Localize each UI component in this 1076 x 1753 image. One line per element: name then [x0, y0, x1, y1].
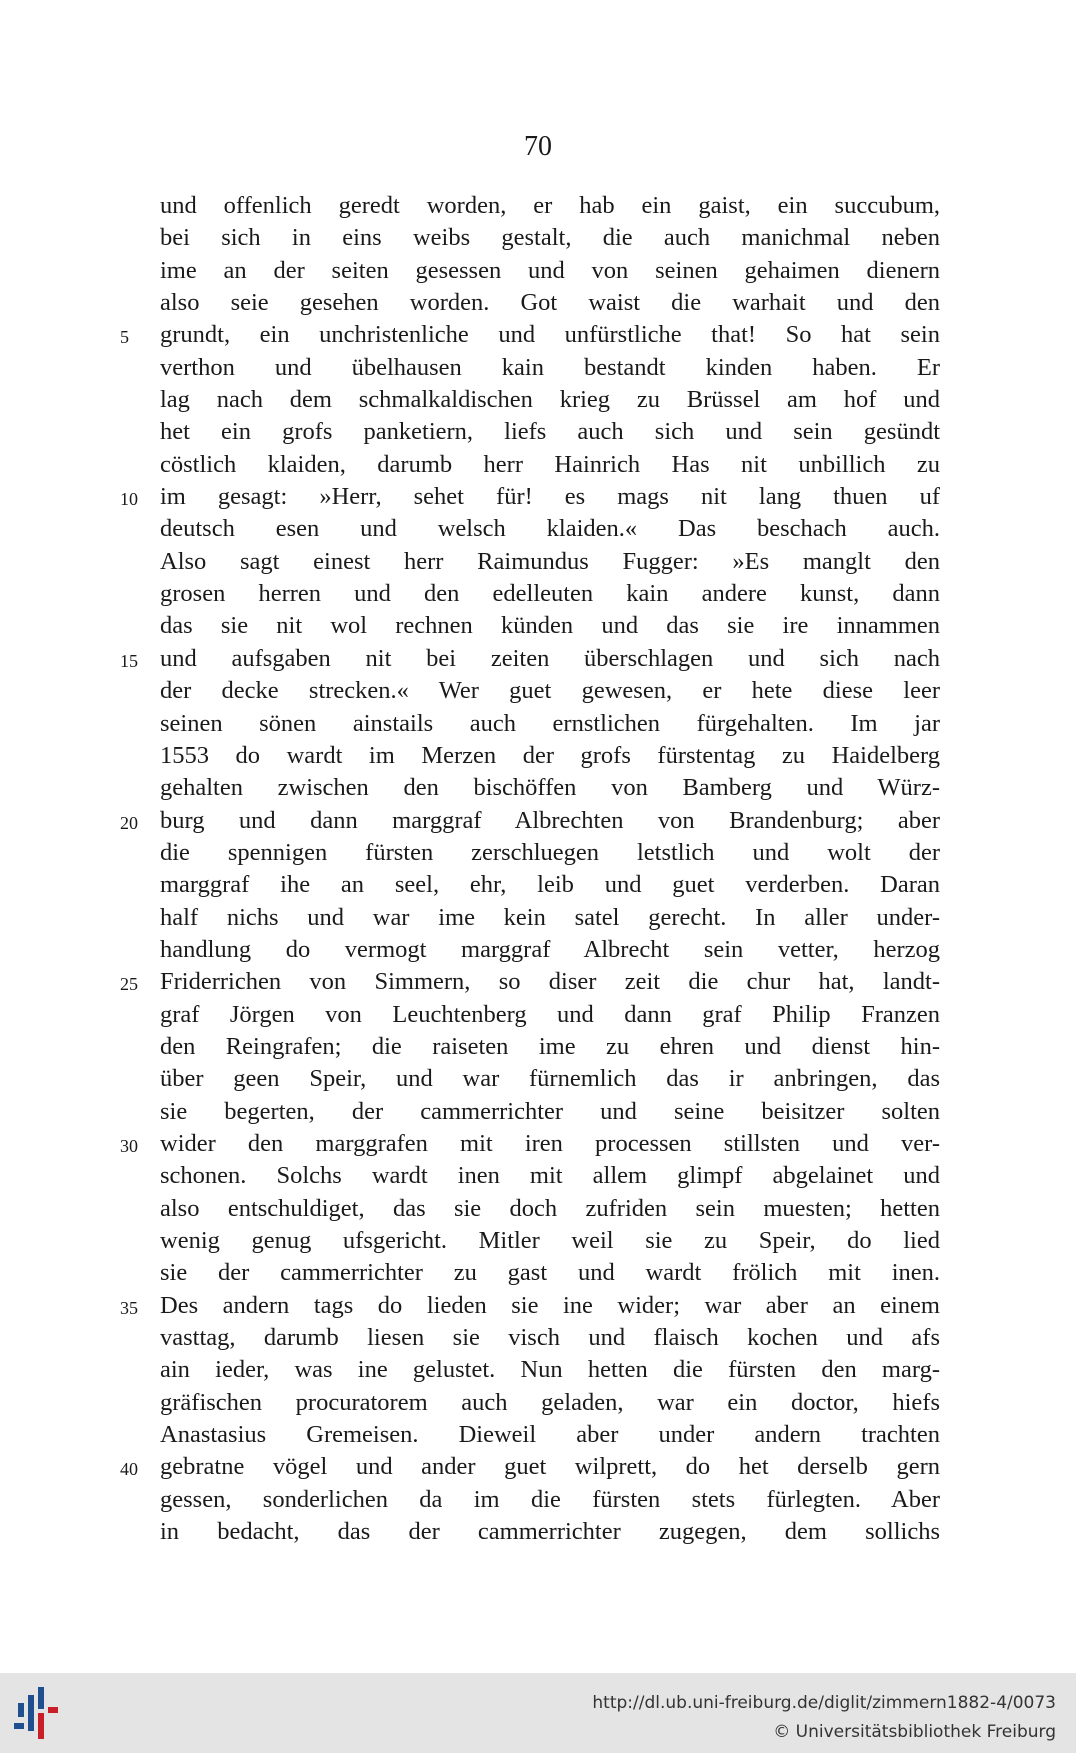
text-line	[160, 190, 940, 222]
text-line-content: lag nach dem schmalkaldischen krieg zu Brüssel am hof und	[160, 386, 940, 414]
text-line	[160, 222, 940, 254]
text-line	[160, 287, 940, 319]
text-line	[160, 1484, 940, 1516]
line-number: 20	[120, 812, 138, 833]
text-line-content: die spennigen fürsten zerschluegen letstlich und wolt der	[160, 838, 940, 866]
text-line-content: vasttag, darumb liesen sie visch und flaisch kochen und afs	[160, 1324, 940, 1352]
text-line	[160, 1160, 940, 1192]
footer-bar	[0, 1673, 1076, 1753]
text-line	[160, 837, 940, 869]
text-line	[160, 1225, 940, 1257]
text-line-content: Anastasius Gremeisen. Dieweil aber under andern trachten	[160, 1421, 940, 1449]
text-line-content: und aufsgaben nit bei zeiten überschlagen und sich nach	[160, 644, 940, 672]
text-line-content: gräfischen procuratorem auch geladen, war ein doctor, hiefs	[160, 1388, 940, 1416]
text-line-content: grosen herren und den edelleuten kain andere kunst, dann	[160, 580, 940, 608]
text-line-content: über geen Speir, und war fürnemlich das ir anbringen, das	[160, 1065, 940, 1093]
text-line-content: sie der cammerrichter zu gast und wardt frölich mit inen.	[160, 1259, 940, 1287]
text-line	[160, 934, 940, 966]
line-number: 35	[120, 1297, 138, 1318]
text-line-content: het ein grofs panketiern, liefs auch sich und sein gesündt	[160, 418, 940, 446]
text-line-content: sie begerten, der cammerrichter und seine beisitzer solten	[160, 1097, 940, 1125]
text-line	[160, 513, 940, 545]
text-line	[160, 869, 940, 901]
text-line-content: gebratne vögel und ander guet wilprett, do het derselb gern	[160, 1453, 940, 1481]
text-line-content: der decke strecken.« Wer guet gewesen, er hete diese leer	[160, 677, 940, 705]
text-line	[120, 966, 940, 998]
text-line-content: grundt, ein unchristenliche und unfürstliche that! So hat sein	[160, 321, 940, 349]
text-line-content: marggraf ihe an seel, ehr, leib und guet verderben. Daran	[160, 871, 940, 899]
text-line	[160, 546, 940, 578]
line-number: 5	[120, 327, 129, 348]
text-line-content: Des andern tags do lieden sie ine wider; war aber an einem	[160, 1291, 940, 1319]
text-line-content: ime an der seiten gesessen und von seinen gehaimen dienern	[160, 256, 940, 284]
text-line	[160, 1322, 940, 1354]
text-line	[120, 1451, 940, 1483]
text-line	[160, 740, 940, 772]
text-line-content: cöstlich klaiden, darumb herr Hainrich Has nit unbillich zu	[160, 450, 940, 478]
text-line-content: 1553 do wardt im Merzen der grofs fürstentag zu Haidelberg	[160, 741, 940, 769]
text-line-content: burg und dann marggraf Albrechten von Brandenburg; aber	[160, 806, 940, 834]
text-line-content: Friderrichen von Simmern, so diser zeit die chur hat, landt-	[160, 968, 940, 996]
text-line-content: also entschuldiget, das sie doch zufriden sein muesten; hetten	[160, 1194, 940, 1222]
text-line-content: also seie gesehen worden. Got waist die warhait und den	[160, 289, 940, 317]
text-line	[160, 1031, 940, 1063]
text-line	[120, 805, 940, 837]
text-line	[160, 999, 940, 1031]
text-line	[160, 449, 940, 481]
text-line	[160, 610, 940, 642]
text-line	[160, 1419, 940, 1451]
line-number: 30	[120, 1135, 138, 1156]
text-line	[120, 319, 940, 351]
line-number: 25	[120, 974, 138, 995]
text-line-content: gehalten zwischen den bischöffen von Bamberg und Würz-	[160, 774, 940, 802]
body-text	[120, 190, 940, 1548]
text-line-content: wider den marggrafen mit iren processen stillsten und ver-	[160, 1129, 940, 1157]
text-line	[160, 1257, 940, 1289]
text-line-content: verthon und übelhausen kain bestandt kinden haben. Er	[160, 353, 940, 381]
source-url-link[interactable]: http://dl.ub.uni-freiburg.de/diglit/zimmern1882-4/0073	[592, 1693, 1056, 1713]
text-line-content: gessen, sonderlichen da im die fürsten stets fürlegten. Aber	[160, 1485, 940, 1513]
library-logo-icon[interactable]	[14, 1685, 68, 1741]
text-line-content: deutsch esen und welsch klaiden.« Das beschach auch.	[160, 515, 940, 543]
text-line	[160, 772, 940, 804]
text-line	[120, 1128, 940, 1160]
text-line-content: im gesagt: »Herr, sehet für! es mags nit lang thuen uf	[160, 483, 940, 511]
text-line	[120, 481, 940, 513]
text-line-content: den Reingrafen; die raiseten ime zu ehren und dienst hin-	[160, 1032, 940, 1060]
line-number: 10	[120, 489, 138, 510]
text-line	[160, 675, 940, 707]
text-line-content: schonen. Solchs wardt inen mit allem glimpf abgelainet und	[160, 1162, 940, 1190]
text-line-content: in bedacht, das der cammerrichter zugegen, dem sollichs	[160, 1518, 940, 1546]
text-line	[160, 1354, 940, 1386]
text-line	[160, 1063, 940, 1095]
text-line	[160, 902, 940, 934]
text-line	[160, 416, 940, 448]
text-line	[160, 384, 940, 416]
text-line-content: handlung do vermogt marggraf Albrecht sein vetter, herzog	[160, 935, 940, 963]
text-line-content: half nichs und war ime kein satel gerecht. In aller under-	[160, 903, 940, 931]
line-number: 15	[120, 650, 138, 671]
text-line-content: bei sich in eins weibs gestalt, die auch manichmal neben	[160, 224, 940, 252]
text-line	[160, 255, 940, 287]
text-line-content: das sie nit wol rechnen künden und das sie ire innammen	[160, 612, 940, 640]
text-line-content: und offenlich geredt worden, er hab ein gaist, ein succubum,	[160, 192, 940, 219]
text-line	[160, 1096, 940, 1128]
text-line	[120, 1290, 940, 1322]
text-line	[160, 1516, 940, 1548]
text-line-content: Also sagt einest herr Raimundus Fugger: »Es manglt den	[160, 547, 940, 575]
text-line	[160, 1193, 940, 1225]
text-line-content: seinen sönen ainstails auch ernstlichen fürgehalten. Im jar	[160, 709, 940, 737]
text-line-content: ain ieder, was ine gelustet. Nun hetten die fürsten den marg-	[160, 1356, 940, 1384]
copyright-notice: © Universitätsbibliothek Freiburg	[773, 1722, 1056, 1742]
page-number: 70	[524, 131, 552, 162]
text-line	[160, 578, 940, 610]
text-line	[120, 643, 940, 675]
text-line	[160, 352, 940, 384]
text-line	[160, 1387, 940, 1419]
line-number: 40	[120, 1459, 138, 1480]
text-line	[160, 708, 940, 740]
text-line-content: graf Jörgen von Leuchtenberg und dann graf Philip Franzen	[160, 1000, 940, 1028]
text-line-content: wenig genug ufsgericht. Mitler weil sie zu Speir, do lied	[160, 1227, 940, 1254]
